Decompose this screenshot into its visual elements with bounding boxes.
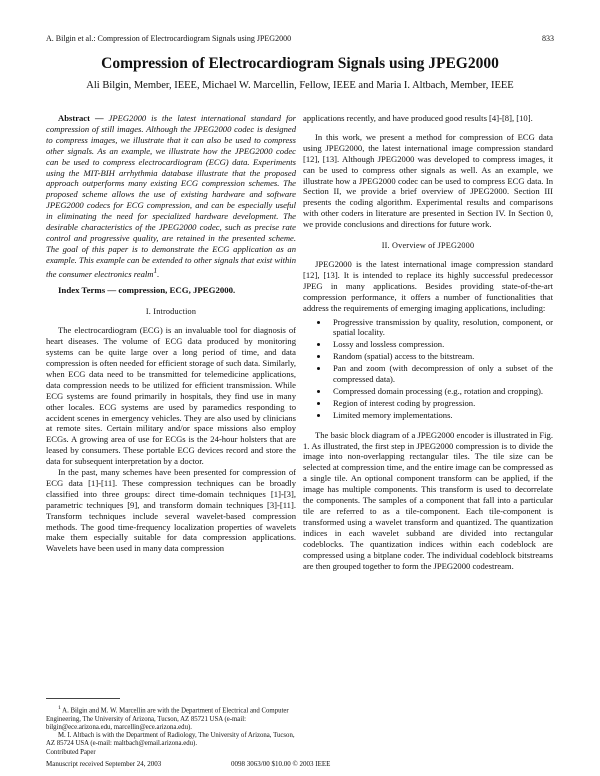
abstract-text: JPEG2000 is the latest international standard for compression of still images. Although the JPEG2000 codec is designed to compress images, we illustrate that it can also be used to compress other signals. As an example, we illustrate how the JPEG2000 codec can be used to compress electrocardiogram (ECG) data. Experiments using the MIT-BIH arrhythmia database illustrate that the proposed approach outperforms many existing ECG compression schemes. The proposed scheme allows the use of existing hardware and software JPEG2000 codecs for ECG compression, and can be especially useful in eliminating the need for specialized hardware development. The desirable characteristics of the JPEG2000 codec, such as precise rate control and progressive quality, are retained in the presented scheme. The goal of this paper is to demonstrate the ECG application as an example. This example can be extended to other signals that exist within the consumer electronics realm <box>46 113 296 279</box>
left-column <box>46 113 296 554</box>
intro-paragraph-cont: applications recently, and have produced good results [4]-[8], [10]. <box>303 113 533 123</box>
page-number: 833 <box>542 34 554 43</box>
list-item: • Progressive transmission by quality, resolution, component, or spatial locality. <box>329 317 553 339</box>
intro-paragraph-2: In the past, many schemes have been presented for compression of ECG data [1]-[11]. These compression techniques can be broadly classified into three groups: direct time-domain techniques [1]-[3], parametric techniques [9], and transform domain techniques [3]-[11]. Transform techniques include several wavelet-based compression methods. The good time-frequency localization properties of wavelets make them especially suitable for data compression applications. Wavelets have been used in many data compression <box>46 467 296 554</box>
section-heading-introduction: I. Introduction <box>145 307 197 317</box>
footnotes <box>46 704 296 757</box>
intro-paragraph-1: The electrocardiogram (ECG) is an invaluable tool for diagnosis of heart diseases. The volume of ECG data produced by monitoring systems can be quite large over a long period of time, and data compression is often needed for efficient storage of such data. Similarly, when ECG data need to be transmitted for telemedicine applications, data compression needs to be utilized for efficient transmission. While ECG systems are found primarily in hospitals, they find use in many other locales. ECG systems are used by paramedics responding to accident scenes in emergency vehicles. They are also used by clinicians at remote sites. Certain military and/or space missions also employ ECGs. A growing area of use for ECGs is the 24-hour holsters that are leased by consumers. These portable ECG devices record and store the data for subsequent interpretation by a doctor. <box>46 325 296 467</box>
list-item: • Region of interest coding by progression. <box>329 398 553 409</box>
feature-list <box>303 317 553 421</box>
overview-paragraph-2: The basic block diagram of a JPEG2000 encoder is illustrated in Fig. 1. As illustrated, the first step in JPEG2000 compression is to divide the image into non-overlapping rectangular tiles. The tile size can be selected at compression time, and the entire image can be compressed as a single tile. An optional component transform can be applied, if the image has multiple components. This transform is used to decorrelate the components. The samples of a component that fall into a particular tile are referred to as a tile-component. Each tile-component is transformed using a wavelet transform and quantized. The quantization indices in each wavelet subband are divided into rectangular codeblocks. The quantization indices within each codeblock are compressed using a bitplane coder. The individual codeblock bitstreams are then grouped together to form the JPEG2000 codestream. <box>303 429 553 571</box>
author-line: Ali Bilgin, Member, IEEE, Michael W. Marcellin, Fellow, IEEE and Maria I. Altbach, Member, IEEE <box>86 80 514 91</box>
overview-paragraph-1: JPEG2000 is the latest international image compression standard [12], [13]. It is intended to replace its highly successful predecessor JPEG in many applications. Besides providing state-of-the-art compression performance, it offers a number of functionalities that address the requirements of emerging imaging applications, including: <box>303 258 553 313</box>
section-heading-overview: II. Overview of JPEG2000 <box>381 241 475 251</box>
abstract: Abstract — JPEG2000 is the latest international standard for compression of still images. Although the JPEG2000 codec is designed to compress images, we illustrate that it can also be used to compress other signals. As an example, we illustrate how the JPEG2000 codec can be used to compress electrocardiogram (ECG) data. Experiments using the MIT-BIH arrhythmia database illustrate that the proposed approach outperforms many existing ECG compression schemes. The proposed scheme allows the use of existing hardware and software JPEG2000 codecs for ECG compression, and can be especially useful in eliminating the need for specialized hardware development. The desirable characteristics of the JPEG2000 codec, such as precise rate control and progressive quality, are retained in the presented scheme. The goal of this paper is to demonstrate the ECG application as an example. This example can be extended to other signals that exist within the consumer electronics realm$^1$. <box>46 113 296 279</box>
index-terms: Index Terms — compression, ECG, JPEG2000. <box>58 285 236 296</box>
list-item: • Compressed domain processing (e.g., rotation and cropping). <box>329 386 553 397</box>
footnote-rule <box>46 698 120 699</box>
footnote-3: Contributed Paper <box>46 748 96 756</box>
list-item: • Lossy and lossless compression. <box>329 339 553 350</box>
right-column <box>303 113 553 571</box>
abstract-footmark: 1 <box>153 266 158 275</box>
footnote-1: $^1$ A. Bilgin and M. W. Marcellin are with the Department of Electrical and Computer Engineering, The University of Arizona, Tucson, AZ 85721 USA (e-mail: bilgin@ece.arizona.edu, marcellin@ece.arizona.edu). <box>46 705 289 731</box>
list-item: • Pan and zoom (with decompression of only a subset of the compressed data). <box>329 363 553 385</box>
running-header: A. Bilgin et al.: Compression of Electrocardiogram Signals using JPEG2000 <box>46 34 292 43</box>
manuscript-received: Manuscript received September 24, 2003 <box>46 760 162 768</box>
footnote-2: M. I. Altbach is with the Department of Radiology, The University of Arizona, Tucson, AZ 85724 USA (e-mail: maltbach@email.arizona.edu). <box>46 732 295 748</box>
list-item: • Limited memory implementations. <box>329 410 553 421</box>
abstract-label: Abstract — <box>58 113 104 123</box>
paper-title: Compression of Electrocardiogram Signals using JPEG2000 <box>101 55 499 72</box>
list-item: • Random (spatial) access to the bitstream. <box>329 351 553 362</box>
intro-paragraph-3: In this work, we present a method for compression of ECG data using JPEG2000, the latest international image compression standard [12], [13]. Although JPEG2000 was developed to compress images, it can be used to compress other signals as well. As an example, we illustrate how a JPEG2000 codec can be used to compress ECG data. In Section II, we provide a brief overview of JPEG2000. Section III presents the coding algorithm. Experimental results and comparisons with other coders in literature are presented in Section IV. In Section 0, we provide conclusions and directions for future work. <box>303 131 553 230</box>
copyright-line: 0098 3063/00 $10.00 © 2003 IEEE <box>231 760 331 768</box>
